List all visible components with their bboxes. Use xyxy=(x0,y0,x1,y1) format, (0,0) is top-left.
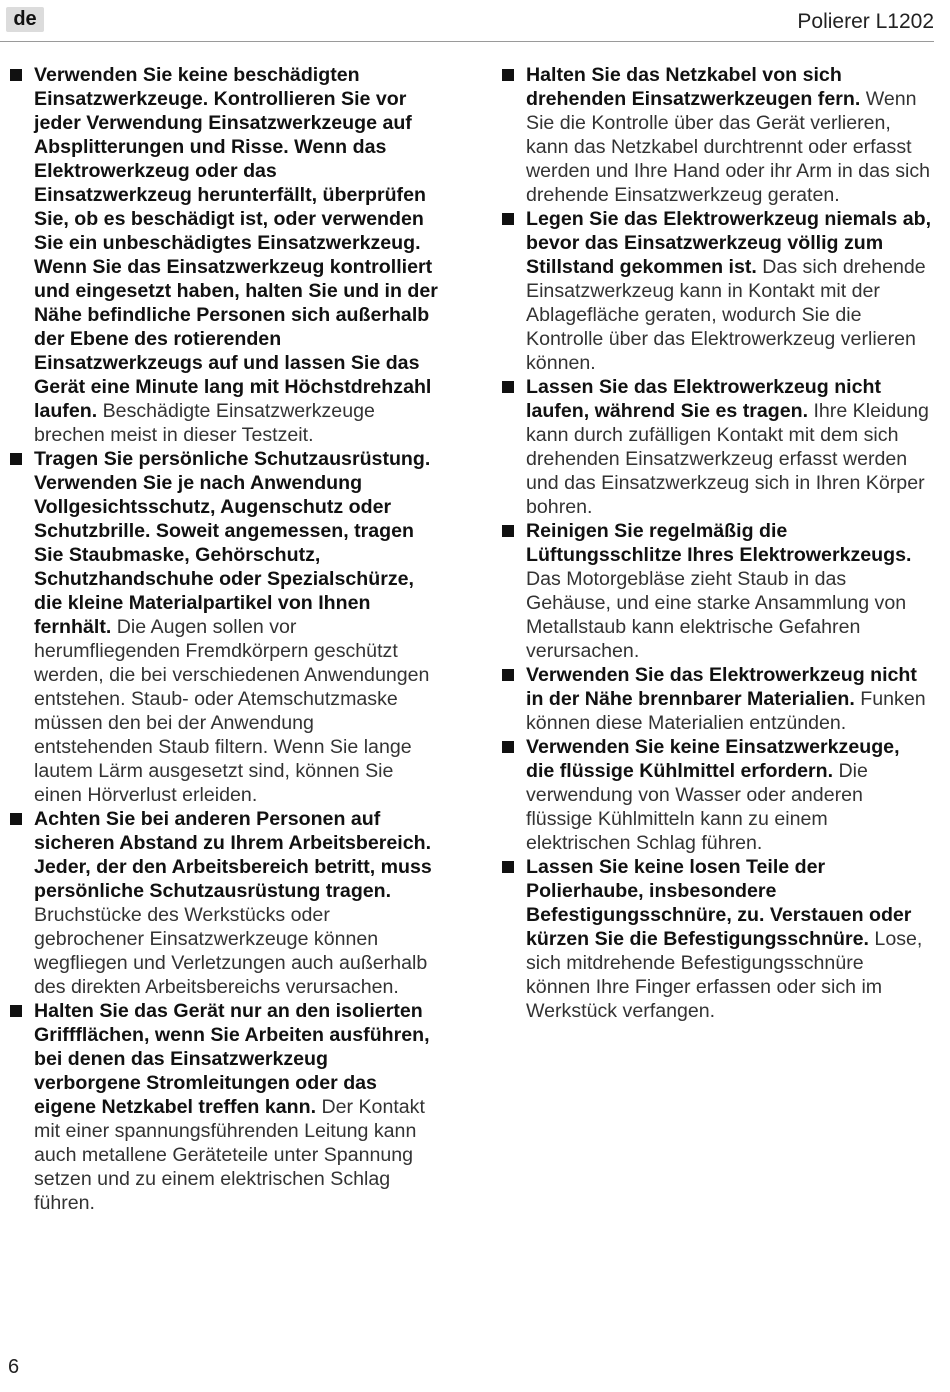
left-column xyxy=(8,63,438,1215)
square-bullet-icon xyxy=(10,813,22,825)
page-number: 6 xyxy=(8,1356,20,1378)
list-item xyxy=(500,855,932,1023)
square-bullet-icon xyxy=(502,381,514,393)
item-warning: Verwenden Sie keine Einsatzwerkzeuge, die flüssige Kühlmittel erfordern. xyxy=(526,736,900,782)
square-bullet-icon xyxy=(10,69,22,81)
item-warning: Verwenden Sie das Elektrowerkzeug nicht in der Nähe brennbarer Materialien. xyxy=(526,664,917,710)
item-warning: Lassen Sie das Elektrowerkzeug nicht laufen, während Sie es tragen. xyxy=(526,376,881,422)
item-warning: Tragen Sie persönliche Schutzausrüstung. Verwenden Sie je nach Anwendung Vollgesichtsschutz, Augenschutz oder Schutzbrille. Soweit angemessen, tragen Sie Staubmaske, Gehörschutz, Schutzhandschuhe oder Spezialschürze, die kleine Materialpartikel von Ihnen fernhält. xyxy=(34,448,431,638)
list-item xyxy=(500,519,932,663)
list-item xyxy=(500,63,932,207)
header-divider xyxy=(0,41,934,42)
item-warning: Legen Sie das Elektrowerkzeug niemals ab, bevor das Einsatzwerkzeug völlig zum Stillstand gekommen ist. xyxy=(526,208,932,278)
item-warning: Reinigen Sie regelmäßig die Lüftungsschlitze Ihres Elektrowerkzeugs. xyxy=(526,520,912,566)
list-item xyxy=(8,807,438,999)
item-explanation: Die verwendung von Wasser oder anderen flüssige Kühlmitteln kann zu einem elektrischen Schlag führen. xyxy=(526,760,868,854)
list-item xyxy=(8,999,438,1215)
list-item xyxy=(8,63,438,447)
item-explanation: Das sich drehende Einsatzwerkzeug kann in Kontakt mit der Ablagefläche geraten, wodurch Sie die Kontrolle über das Elektrowerkzeug verlieren können. xyxy=(526,256,926,374)
item-explanation: Lose, sich mitdrehende Befestigungsschnüre können Ihre Finger erfassen oder sich im Werkstück verfangen. xyxy=(526,928,923,1022)
item-explanation: Beschädigte Einsatzwerkzeuge brechen meist in dieser Testzeit. xyxy=(34,400,375,446)
list-item xyxy=(500,735,932,855)
square-bullet-icon xyxy=(10,453,22,465)
list-item xyxy=(500,207,932,375)
square-bullet-icon xyxy=(502,213,514,225)
item-explanation: Bruchstücke des Werkstücks oder gebrochener Einsatzwerkzeuge können wegfliegen und Verletzungen auch außerhalb des direkten Arbeitsbereichs verursachen. xyxy=(34,904,428,998)
language-badge: de xyxy=(6,7,44,32)
square-bullet-icon xyxy=(502,669,514,681)
right-column xyxy=(500,63,932,1023)
square-bullet-icon xyxy=(502,525,514,537)
item-explanation: Das Motorgebläse zieht Staub in das Gehäuse, und eine starke Ansammlung von Metallstaub kann elektrische Gefahren verursachen. xyxy=(526,568,907,662)
item-explanation: Funken können diese Materialien entzünden. xyxy=(526,688,926,734)
item-warning: Halten Sie das Netzkabel von sich drehenden Einsatzwerkzeugen fern. xyxy=(526,64,861,110)
item-explanation: Wenn Sie die Kontrolle über das Gerät verlieren, kann das Netzkabel durchtrennt oder erfasst werden und Ihre Hand oder ihr Arm in das sich drehende Einsatzwerkzeug geraten. xyxy=(526,88,931,206)
square-bullet-icon xyxy=(502,741,514,753)
list-item xyxy=(500,375,932,519)
item-explanation: Ihre Kleidung kann durch zufälligen Kontakt mit dem sich drehenden Einsatzwerkzeug erfasst werden und das Einsatzwerkzeug sich in Ihren Körper bohren. xyxy=(526,400,929,518)
item-warning: Lassen Sie keine losen Teile der Polierhaube, insbesondere Befestigungsschnüre, zu. Verstauen oder kürzen Sie die Befestigungsschnüre. xyxy=(526,856,912,950)
square-bullet-icon xyxy=(10,1005,22,1017)
list-item xyxy=(8,447,438,807)
item-warning: Verwenden Sie keine beschädigten Einsatzwerkzeuge. Kontrollieren Sie vor jeder Verwendung Einsatzwerkzeuge auf Absplitterungen und Risse. Wenn das Elektrowerkzeug oder das Einsatzwerkzeug herunterfällt, überprüfen Sie, ob es beschädigt ist, oder verwenden Sie ein unbeschädigtes Einsatzwerkzeug. Wenn Sie das Einsatzwerkzeug kontrolliert und eingesetzt haben, halten Sie und in der Nähe befindliche Personen sich außerhalb der Ebene des rotierenden Einsatzwerkzeugs auf und lassen Sie das Gerät eine Minute lang mit Höchstdrehzahl laufen. xyxy=(34,64,438,422)
product-title: Polierer L1202 xyxy=(797,10,934,33)
square-bullet-icon xyxy=(502,69,514,81)
item-explanation: Der Kontakt mit einer spannungsführenden Leitung kann auch metallene Geräteteile unter Spannung setzen und zu einem elektrischen Schlag führen. xyxy=(34,1096,425,1214)
list-item xyxy=(500,663,932,735)
item-warning: Halten Sie das Gerät nur an den isolierten Griffflächen, wenn Sie Arbeiten ausführen, bei denen das Einsatzwerkzeug verborgene Stromleitungen oder das eigene Netzkabel treffen kann. xyxy=(34,1000,430,1118)
square-bullet-icon xyxy=(502,861,514,873)
item-explanation: Die Augen sollen vor herumfliegenden Fremdkörpern geschützt werden, die bei verschiedenen Anwendungen entstehen. Staub- oder Atemschutzmaske müssen den bei der Anwendung entstehenden Staub filtern. Wenn Sie lange lautem Lärm ausgesetzt sind, können Sie einen Hörverlust erleiden. xyxy=(34,616,430,806)
item-warning: Achten Sie bei anderen Personen auf sicheren Abstand zu Ihrem Arbeitsbereich. Jeder, der den Arbeitsbereich betritt, muss persönliche Schutzausrüstung tragen. xyxy=(34,808,432,902)
